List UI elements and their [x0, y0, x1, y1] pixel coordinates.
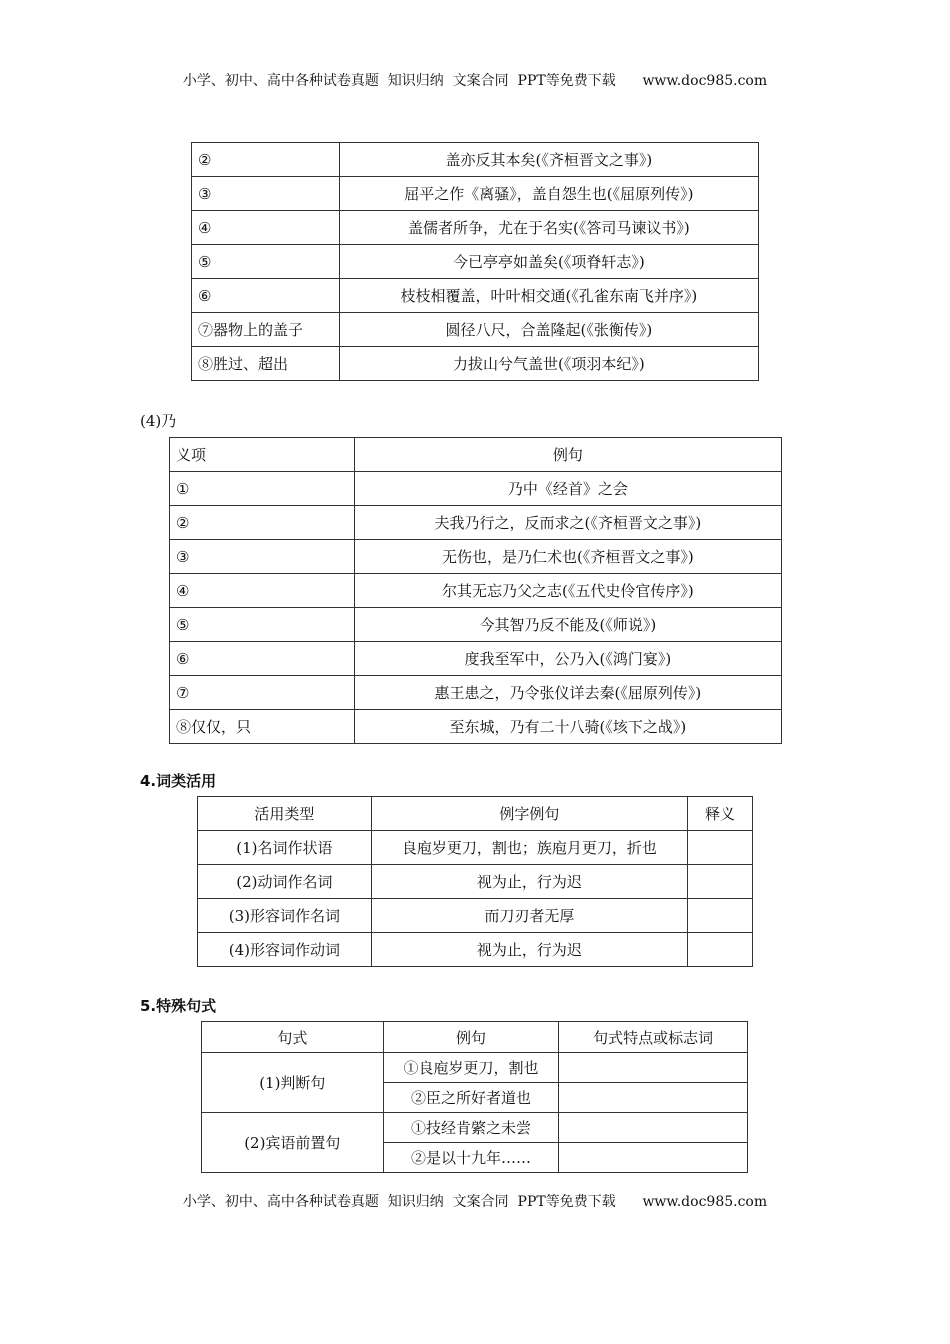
meaning-cell: ④	[170, 574, 355, 608]
example-cell: ②臣之所好者道也	[383, 1083, 559, 1113]
table-row	[202, 1113, 748, 1143]
word-class-table	[197, 796, 753, 967]
example-cell: 度我至军中，公乃入(《鸿门宴》)	[354, 642, 781, 676]
table-row	[192, 347, 759, 381]
example-cell: ①良庖岁更刀，割也	[383, 1053, 559, 1083]
example-cell: 枝枝相覆盖，叶叶相交通(《孔雀东南飞并序》)	[339, 279, 758, 313]
example-cell: 视为止，行为迟	[371, 865, 687, 899]
example-cell: 圆径八尺，合盖隆起(《张衡传》)	[339, 313, 758, 347]
type-cell: (1)判断句	[202, 1053, 384, 1113]
meaning-cell: ②	[192, 143, 340, 177]
s4-header-meaning: 释义	[688, 797, 753, 831]
gai-meaning-table	[191, 142, 759, 381]
meaning-cell: ⑦器物上的盖子	[192, 313, 340, 347]
meaning-cell: ③	[170, 540, 355, 574]
example-cell: 而刀刃者无厚	[371, 899, 687, 933]
meaning-cell: ②	[170, 506, 355, 540]
table-row	[170, 472, 782, 506]
feature-cell	[559, 1083, 748, 1113]
table-row	[170, 506, 782, 540]
table-row	[192, 279, 759, 313]
table-row	[198, 933, 753, 967]
meaning-cell: ⑧胜过、超出	[192, 347, 340, 381]
page-header: 小学、初中、高中各种试卷真题 知识归纳 文案合同 PPT等免费下载 www.doc985.com	[182, 73, 768, 89]
table-row	[192, 177, 759, 211]
meaning-cell	[688, 899, 753, 933]
table-row	[170, 574, 782, 608]
meaning-cell	[688, 865, 753, 899]
example-cell: ①技经肯綮之未尝	[383, 1113, 559, 1143]
example-cell: 今其智乃反不能及(《师说》)	[354, 608, 781, 642]
section5-title: 5.特殊句式	[140, 997, 217, 1015]
example-cell: 至东城，乃有二十八骑(《垓下之战》)	[354, 710, 781, 744]
example-cell: 惠王患之，乃令张仪详去秦(《屈原列传》)	[354, 676, 781, 710]
type-cell: (2)宾语前置句	[202, 1113, 384, 1173]
feature-cell	[559, 1113, 748, 1143]
table-row	[170, 676, 782, 710]
example-cell: 无伤也，是乃仁术也(《齐桓晋文之事》)	[354, 540, 781, 574]
example-cell: 盖儒者所争，尤在于名实(《答司马谏议书》)	[339, 211, 758, 245]
table-row	[170, 642, 782, 676]
s5-header-type: 句式	[202, 1022, 384, 1053]
example-cell: 盖亦反其本矣(《齐桓晋文之事》)	[339, 143, 758, 177]
feature-cell	[559, 1053, 748, 1083]
meaning-cell: ⑤	[170, 608, 355, 642]
table-row	[170, 608, 782, 642]
example-cell: 视为止，行为迟	[371, 933, 687, 967]
table-row	[192, 245, 759, 279]
table-row	[198, 865, 753, 899]
page-footer: 小学、初中、高中各种试卷真题 知识归纳 文案合同 PPT等免费下载 www.doc985.com	[182, 1194, 768, 1210]
type-cell: (2)动词作名词	[198, 865, 372, 899]
meaning-cell: ③	[192, 177, 340, 211]
example-cell: 力拔山兮气盖世(《项羽本纪》)	[339, 347, 758, 381]
section4-title: 4.词类活用	[140, 772, 217, 790]
table-row	[198, 899, 753, 933]
example-cell: 良庖岁更刀，割也；族庖月更刀，折也	[371, 831, 687, 865]
meaning-cell: ④	[192, 211, 340, 245]
meaning-cell: ⑤	[192, 245, 340, 279]
type-cell: (3)形容词作名词	[198, 899, 372, 933]
table-row	[192, 211, 759, 245]
meaning-cell: ⑧仅仅，只	[170, 710, 355, 744]
nai-section-title: (4)乃	[140, 412, 177, 430]
example-cell: 乃中《经首》之会	[354, 472, 781, 506]
s4-header-type: 活用类型	[198, 797, 372, 831]
table-row	[192, 313, 759, 347]
example-cell: 尔其无忘乃父之志(《五代史伶官传序》)	[354, 574, 781, 608]
table-row	[198, 831, 753, 865]
meaning-cell	[688, 831, 753, 865]
type-cell: (4)形容词作动词	[198, 933, 372, 967]
type-cell: (1)名词作状语	[198, 831, 372, 865]
table-row	[192, 143, 759, 177]
example-cell: ②是以十九年……	[383, 1143, 559, 1173]
s5-header-feature: 句式特点或标志词	[559, 1022, 748, 1053]
table-row	[170, 710, 782, 744]
example-cell: 夫我乃行之，反而求之(《齐桓晋文之事》)	[354, 506, 781, 540]
meaning-cell: ⑥	[192, 279, 340, 313]
meaning-cell	[688, 933, 753, 967]
nai-header-example: 例句	[354, 438, 781, 472]
meaning-cell: ⑦	[170, 676, 355, 710]
s5-header-example: 例句	[383, 1022, 559, 1053]
feature-cell	[559, 1143, 748, 1173]
s4-header-example: 例字例句	[371, 797, 687, 831]
nai-meaning-table	[169, 437, 782, 744]
meaning-cell: ⑥	[170, 642, 355, 676]
nai-header-meaning: 义项	[170, 438, 355, 472]
meaning-cell: ①	[170, 472, 355, 506]
table-row	[170, 540, 782, 574]
example-cell: 今已亭亭如盖矣(《项脊轩志》)	[339, 245, 758, 279]
example-cell: 屈平之作《离骚》，盖自怨生也(《屈原列传》)	[339, 177, 758, 211]
sentence-pattern-table	[201, 1021, 748, 1173]
table-row	[202, 1053, 748, 1083]
